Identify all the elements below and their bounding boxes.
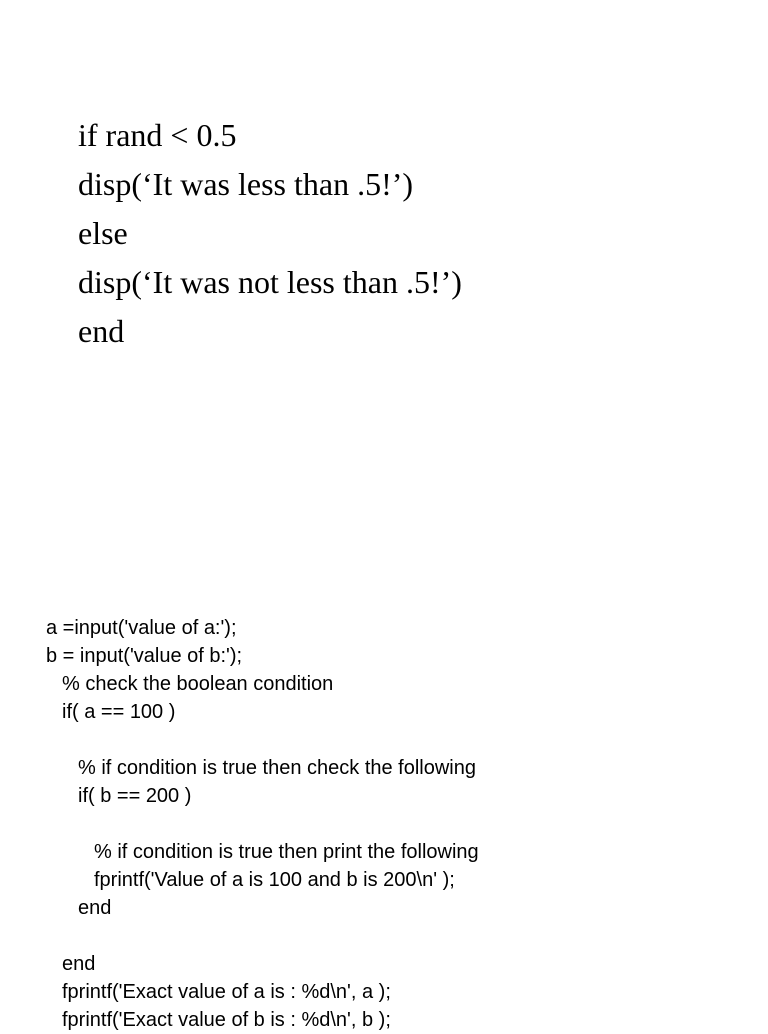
blank-line (46, 810, 479, 838)
code-line: if rand < 0.5 (78, 117, 237, 153)
code-snippet-if-else (78, 112, 462, 357)
code-line: end (62, 953, 96, 975)
code-line: end (78, 313, 125, 349)
code-line: disp(‘It was less than .5!’) (78, 166, 414, 202)
code-line: disp(‘It was not less than .5!’) (78, 264, 462, 300)
code-line: a =input('value of a:'); (46, 617, 237, 639)
code-line: else (78, 215, 128, 251)
code-line: fprintf('Exact value of b is : %d\n', b ); (62, 1009, 391, 1031)
code-line: if( b == 200 ) (78, 785, 192, 807)
blank-line (46, 726, 479, 754)
code-line: b = input('value of b:'); (46, 645, 243, 667)
code-line: if( a == 100 ) (62, 701, 176, 723)
code-comment: % check the boolean condition (62, 673, 334, 695)
code-line: fprintf('Value of a is 100 and b is 200\n' ); (94, 869, 455, 891)
code-comment: % if condition is true then check the following (78, 757, 476, 779)
blank-line (46, 922, 479, 950)
code-line: fprintf('Exact value of a is : %d\n', a ); (62, 981, 391, 1003)
code-comment: % if condition is true then print the following (94, 841, 479, 863)
code-snippet-nested-if (46, 614, 479, 1034)
code-line: end (78, 897, 112, 919)
